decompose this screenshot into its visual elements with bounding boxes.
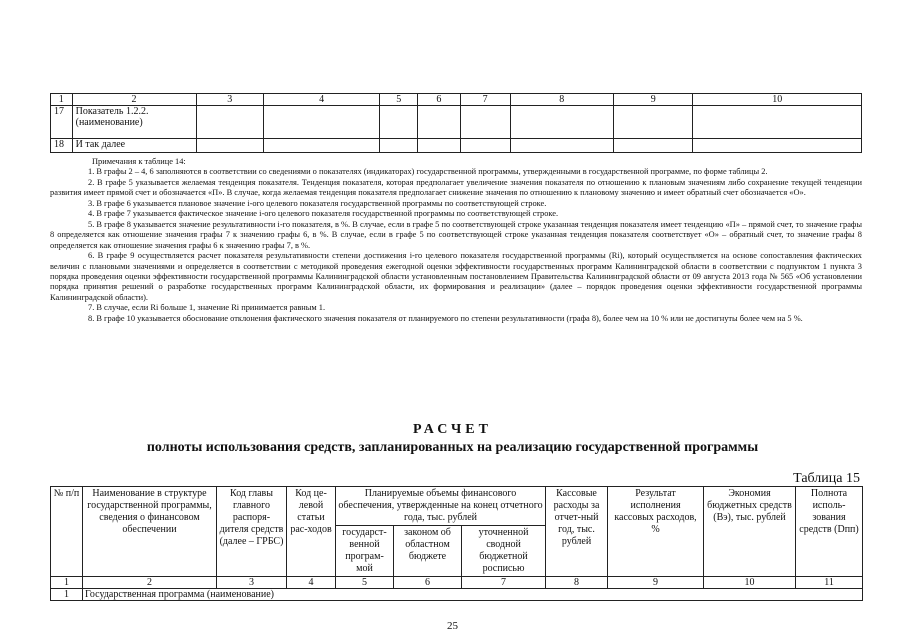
table-row [51, 106, 862, 139]
row-name: И так далее [72, 139, 196, 153]
table-row [51, 589, 863, 601]
notes-section [50, 157, 862, 324]
table-cell [613, 139, 692, 153]
table-cell [460, 139, 510, 153]
title-line-1: РАСЧЕТ [413, 422, 492, 437]
note-item: 1. В графы 2 – 4, 6 заполняются в соответствии со сведениями о показателях (индикаторах) государственной программы, утвержденными в государственной программе, по форме таблицы 2. [88, 167, 768, 177]
column-number: 1 [51, 577, 83, 589]
notes-heading: Примечания к таблице 14: [92, 157, 186, 166]
table-header-row [51, 487, 863, 526]
column-number: 2 [83, 577, 217, 589]
table-cell [263, 139, 379, 153]
table-cell [693, 139, 862, 153]
table-cell [263, 106, 379, 139]
header-cell: Кассовые расходы за отчет-ный год, тыс. рублей [546, 487, 608, 577]
header-cell: 7 [460, 94, 510, 106]
header-cell: государст-венной програм-мой [336, 526, 394, 577]
row-number: 18 [51, 139, 73, 153]
section-title [0, 421, 905, 457]
header-cell: 5 [380, 94, 418, 106]
header-cell: Полнота исполь-зования средств (Dпп) [796, 487, 863, 577]
header-cell: законом об областном бюджете [394, 526, 462, 577]
header-cell: Код главы главного распоря-дителя средств (далее – ГРБС) [217, 487, 287, 577]
header-cell: 10 [693, 94, 862, 106]
header-cell: Код це-левой статьи рас-ходов [287, 487, 336, 577]
table-cell [380, 106, 418, 139]
table-cell [196, 106, 263, 139]
header-cell: Экономия бюджетных средств (Вэ), тыс. рублей [704, 487, 796, 577]
note-item: 3. В графе 6 указывается плановое значение i-ого целевого показателя государственной программы по соответствующей строке. [88, 198, 547, 208]
header-cell: 6 [418, 94, 460, 106]
table-header-row [51, 94, 862, 106]
note-item: 8. В графе 10 указывается обоснование отклонения фактического значения показателя от планируемого по степени результативности (графа 8), более чем на 10 % или не достигнуты более чем на 5 %. [88, 313, 803, 323]
row-name: Показатель 1.2.2. (наименование) [72, 106, 196, 139]
column-number: 5 [336, 577, 394, 589]
table-cell [613, 106, 692, 139]
note-item: 7. В случае, если Ri больше 1, значение Ri принимается равным 1. [88, 303, 326, 313]
header-cell: 2 [72, 94, 196, 106]
column-number: 3 [217, 577, 287, 589]
column-number: 9 [608, 577, 704, 589]
header-cell: 3 [196, 94, 263, 106]
header-cell: Наименование в структуре государственной программы, сведения о финансовом обеспечении [83, 487, 217, 577]
column-number: 7 [462, 577, 546, 589]
table-cell [693, 106, 862, 139]
row-number: 17 [51, 106, 73, 139]
row-number: 1 [51, 589, 83, 601]
title-line-2: полноты использования средств, запланированных на реализацию государственной программы [146, 440, 759, 455]
column-number: 4 [287, 577, 336, 589]
page-number: 25 [447, 620, 458, 632]
table-cell [418, 139, 460, 153]
table-cell [196, 139, 263, 153]
header-cell: 8 [510, 94, 613, 106]
table-cell [460, 106, 510, 139]
column-number-row [51, 577, 863, 589]
table-cell [510, 139, 613, 153]
header-cell: 9 [613, 94, 692, 106]
column-number: 8 [546, 577, 608, 589]
note-item: 2. В графе 5 указывается желаемая тенденция показателя. Тенденция показателя, которая предполагает увеличение значения показателя по отношению к плановым значениям либо сохранение текущей тенденции развития имеет прямой счет и обозначается «П». В случае, когда желаемая тенденция показателя предполагает снижение значения по отношению к плановому значению и имеет обратный счет обозначается «О». [50, 177, 862, 198]
table-cell [510, 106, 613, 139]
header-cell: уточненной сводной бюджетной росписью [462, 526, 546, 577]
header-cell: № п/п [51, 487, 83, 577]
header-group-cell: Планируемые объемы финансового обеспечения, утвержденные на конец отчетного года, тыс. рублей [336, 487, 546, 526]
note-item: 5. В графе 8 указывается значение результативности i-го показателя, в %. В случае, если в графе 5 по соответствующей строке указанная тенденция показателя имеет тенденцию «П» – прямой счет, то значение графы 8 определяется как отношение значения графы 7 к значению графы 6, в %. В случае, если в графе 5 по соответствующей строке указанная тенденция показателя соответствует «О» – обратный счет, то значение графы 8 определяется как отношение значения графы 6 к значению графы 7, в %. [50, 219, 862, 250]
note-item: 6. В графе 9 осуществляется расчет показателя результативности степени достижения i-го целевого показателя государственной программы (Ri), который осуществляется на основе сопоставления фактических величин с плановыми значениями и определяется в соответствии с методикой проведения ежегодной оценки эффективности государственных программ Калининградской области в соответствии с подпунктом 1 пункта 3 порядка проведения оценки эффективности государственной программы Калининградской области установленным постановлением Правительства Калининградской области от 09 августа 2013 года № 565 «Об установлении порядка принятия решений о разработке государственных программ Калининградской области, их формирования и реализации» (далее – порядок проведения оценки эффективности государственной программы Калининградской области). [50, 251, 862, 302]
column-number: 10 [704, 577, 796, 589]
column-number: 6 [394, 577, 462, 589]
table-row [51, 139, 862, 153]
row-name: Государственная программа (наименование) [83, 589, 863, 601]
column-number: 11 [796, 577, 863, 589]
note-item: 4. В графе 7 указывается фактическое значение i-ого целевого показателя государственной программы по соответствующей строке. [88, 209, 559, 219]
table-15 [50, 486, 863, 601]
table-14 [50, 93, 862, 153]
table-cell [418, 106, 460, 139]
header-cell: Результат исполнения кассовых расходов, % [608, 487, 704, 577]
table-label: Таблица 15 [793, 471, 860, 486]
table-cell [380, 139, 418, 153]
header-cell: 1 [51, 94, 73, 106]
header-cell: 4 [263, 94, 379, 106]
